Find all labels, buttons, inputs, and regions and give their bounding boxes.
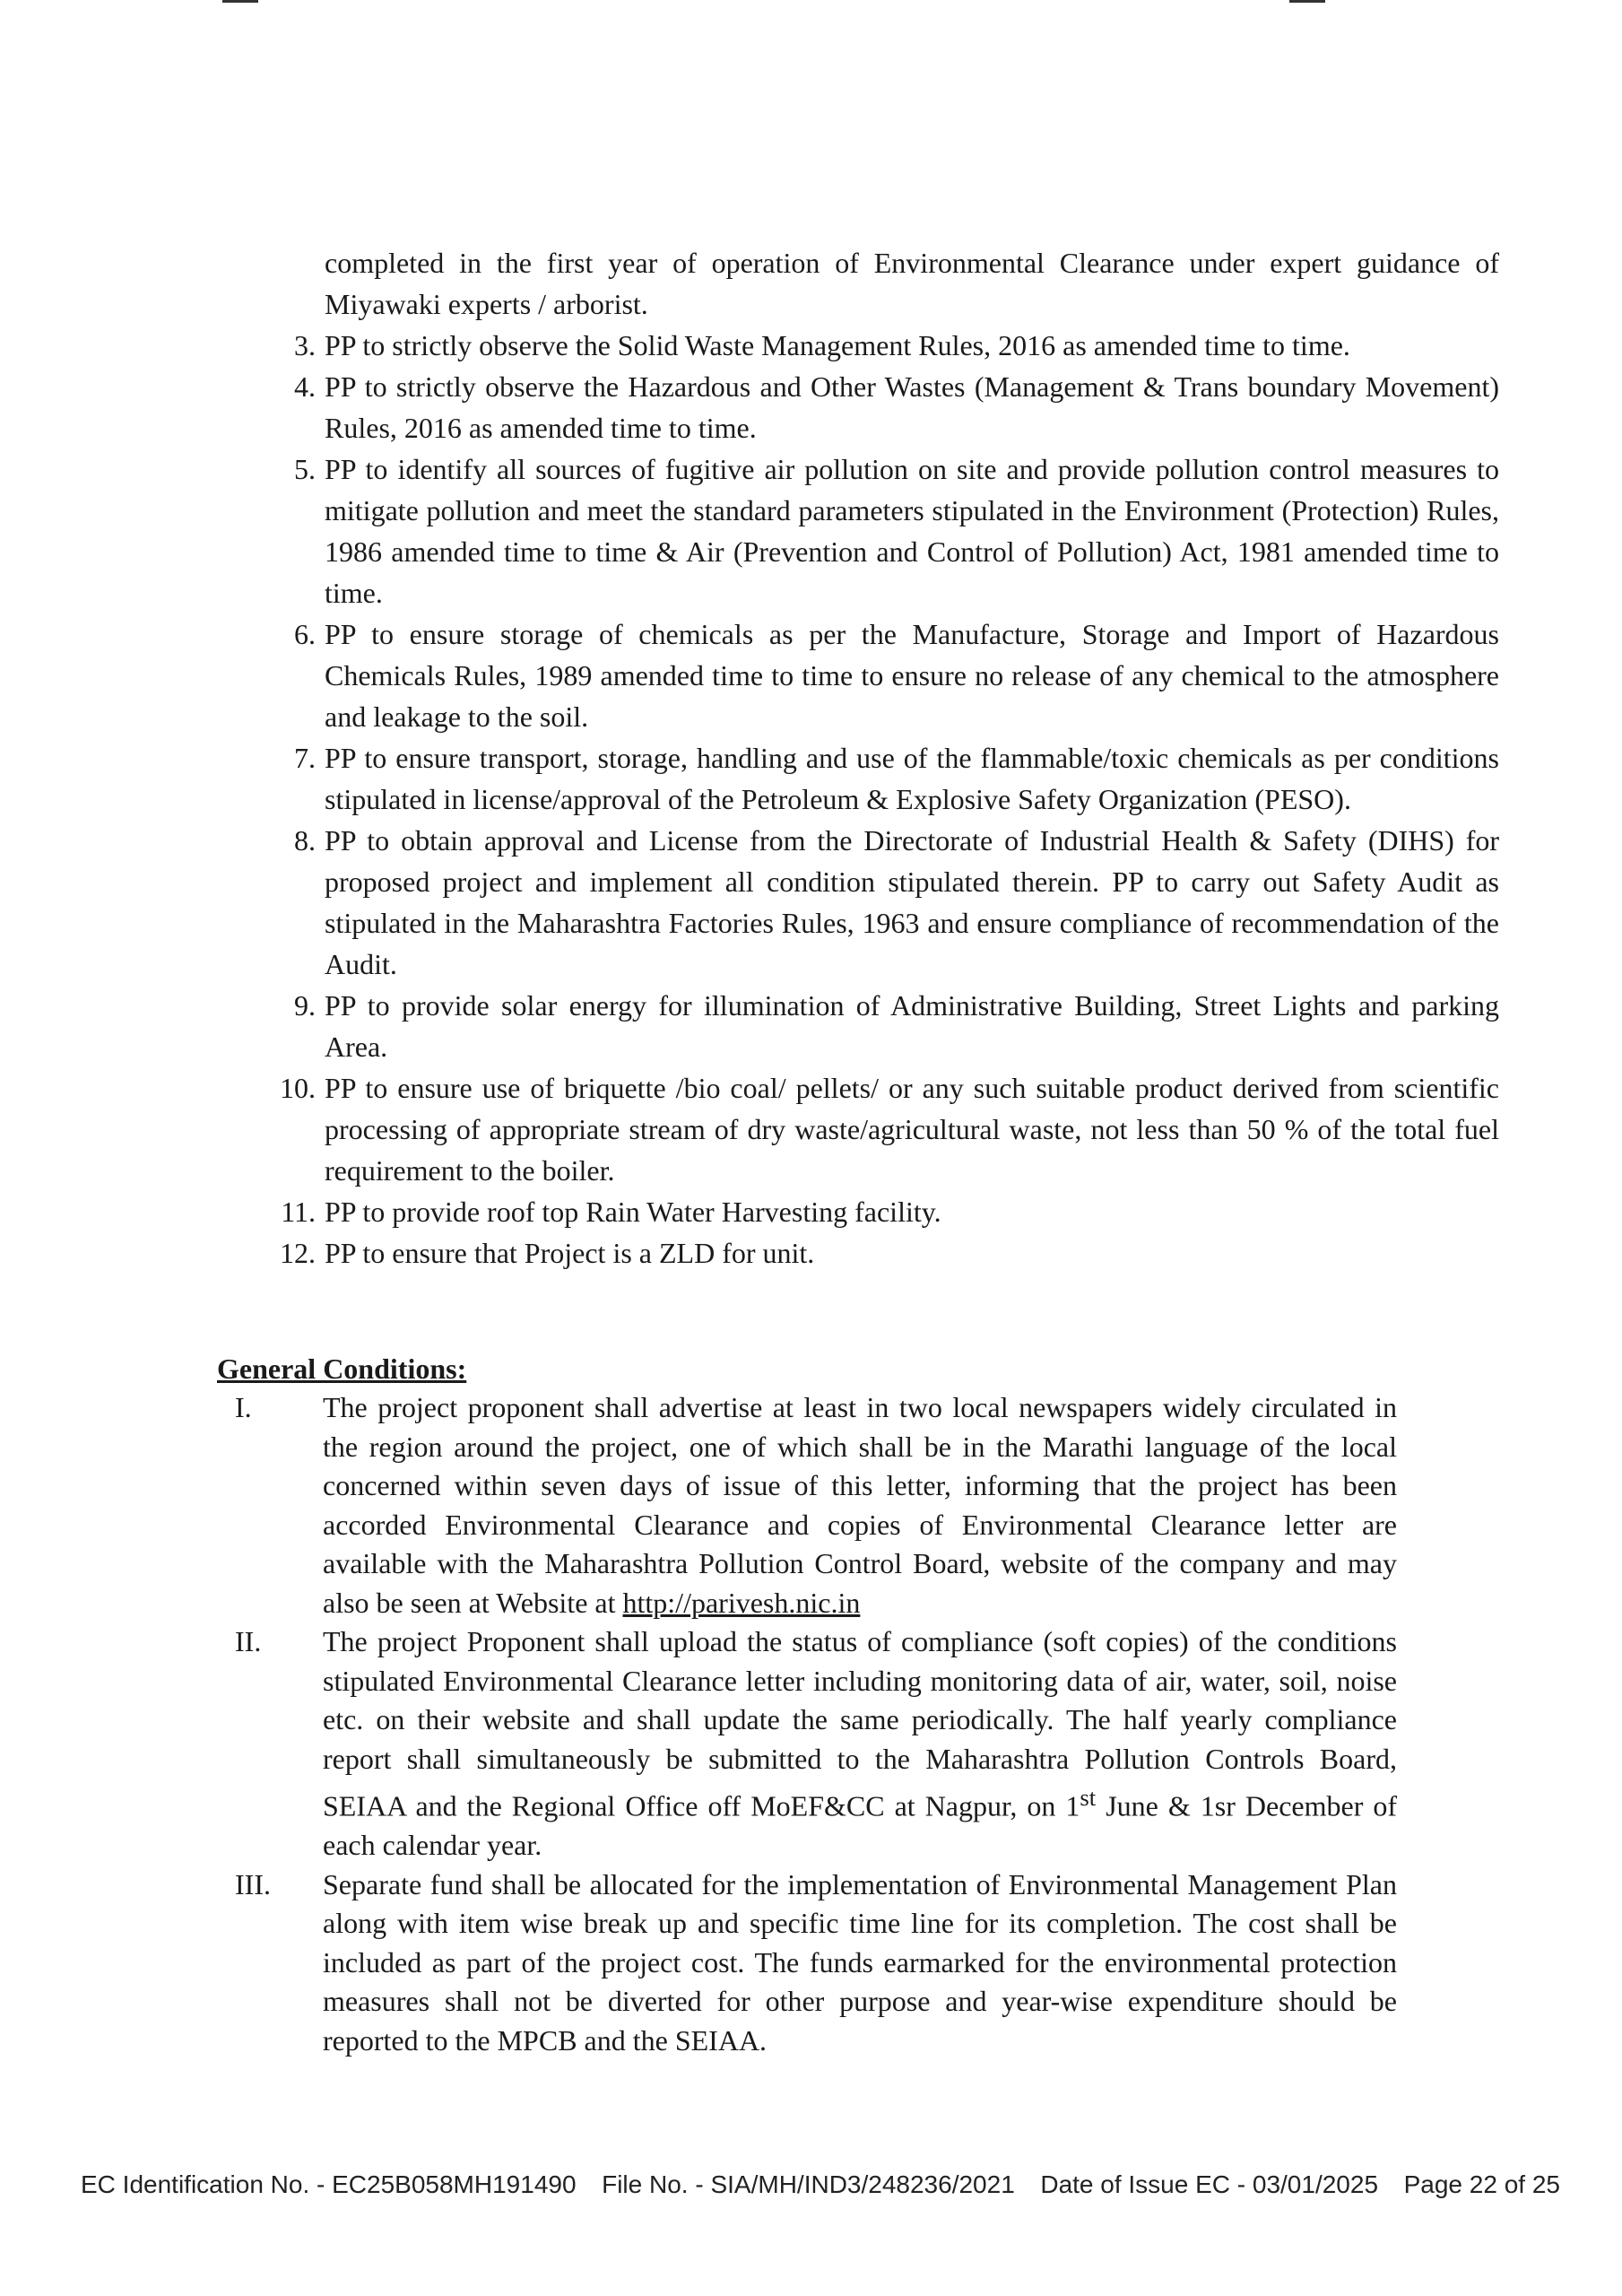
list-item (269, 448, 1499, 613)
list-item (215, 1866, 1397, 2061)
item-text: completed in the first year of operation of Environmental Clearance under expert guidance of Miyawaki experts / arborist. (325, 247, 1499, 320)
list-item (269, 366, 1499, 448)
item-text: PP to obtain approval and License from the Directorate of Industrial Health & Safety (DIHS) for proposed project and implement all condition stipulated therein. PP to carry out Safety Audit as stipulated in the Maharashtra Factories Rules, 1963 and ensure compliance of recommendation of the Audit. (325, 824, 1499, 980)
file-number: File No. - SIA/MH/IND3/248236/2021 (602, 2170, 1015, 2198)
item-number: 3. (294, 329, 316, 361)
specific-conditions-list (269, 242, 1499, 1274)
item-text: Separate fund shall be allocated for the implementation of Environmental Management Plan along with item wise break up and specific time line for its completion. The cost shall be included as part of the project cost. The funds earmarked for the environmental protection measures shall not be diverted for other purpose and year-wise expenditure should be reported to the MPCB and the SEIAA. (323, 1867, 1397, 2057)
list-item (269, 613, 1499, 737)
list-item (269, 737, 1499, 820)
list-item (269, 1067, 1499, 1191)
item-text: PP to provide solar energy for illumination of Administrative Building, Street Lights and parking Area. (325, 989, 1499, 1063)
item-text: PP to ensure use of briquette /bio coal/ pellets/ or any such suitable product derived from scientific processing of appropriate stream of dry waste/agricultural waste, not less than 50 % of the total fuel requirement to the boiler. (325, 1072, 1499, 1187)
list-item (269, 242, 1499, 325)
item-number: 8. (294, 824, 316, 857)
item-text: The project proponent shall advertise at least in two local newspapers widely circulated in the region around the project, one of which shall be in the Marathi language of the local concerned within seven days of issue of this letter, informing that the project has been accorded Environmental Clearance and copies of Environmental Clearance letter are available with the Maharashtra Pollution Control Board, website of the company and may also be seen at Website at (323, 1391, 1397, 1619)
general-conditions-list (215, 1388, 1397, 2060)
item-text: June & 1sr December of each calendar year. (323, 1789, 1398, 1862)
general-conditions-heading: General Conditions: (217, 1352, 467, 1385)
item-text: PP to ensure that Project is a ZLD for unit. (325, 1237, 815, 1269)
list-item (269, 820, 1499, 985)
list-item (269, 1232, 1499, 1274)
page-footer (81, 2169, 1560, 2201)
ec-identification: EC Identification No. - EC25B058MH191490 (81, 2170, 577, 2198)
item-number: 5. (294, 453, 316, 485)
list-item (269, 1191, 1499, 1232)
item-number: 10. (280, 1072, 316, 1104)
date-of-issue: Date of Issue EC - 03/01/2025 (1040, 2170, 1379, 2198)
item-text: PP to ensure transport, storage, handling and use of the flammable/toxic chemicals as per conditions stipulated in license/approval of the Petroleum & Explosive Safety Organization (PESO). (325, 742, 1499, 815)
item-number: II. (235, 1625, 262, 1657)
list-item (269, 325, 1499, 366)
item-text: The project Proponent shall upload the status of compliance (soft copies) of the conditions stipulated Environmental Clearance letter including monitoring data of air, water, soil, noise etc. on their website and shall update the same periodically. The half yearly compliance report shall simultaneously be submitted to the Maharashtra Pollution Controls Board, SEIAA and the Regional Office off MoEF&CC at Nagpur, on 1 (323, 1625, 1397, 1822)
page-number: Page 22 of 25 (1403, 2170, 1560, 2198)
list-item (269, 985, 1499, 1067)
item-number: 4. (294, 370, 316, 403)
parivesh-link[interactable]: http://parivesh.nic.in (622, 1586, 861, 1619)
item-number: 7. (294, 742, 316, 774)
item-text: PP to strictly observe the Solid Waste Management Rules, 2016 as amended time to time. (325, 329, 1350, 361)
scan-mark (222, 0, 258, 3)
ordinal-superscript: st (1080, 1784, 1097, 1811)
list-item (215, 1622, 1397, 1866)
item-number: 6. (294, 618, 316, 650)
list-item (215, 1388, 1397, 1622)
item-text: PP to strictly observe the Hazardous and Other Wastes (Management & Trans boundary Movement) Rules, 2016 as amended time to time. (325, 370, 1499, 444)
item-text: PP to ensure storage of chemicals as per the Manufacture, Storage and Import of Hazardous Chemicals Rules, 1989 amended time to time to ensure no release of any chemical to the atmosphere and leakage to the soil. (325, 618, 1499, 733)
item-text: PP to provide roof top Rain Water Harvesting facility. (325, 1196, 941, 1228)
item-number: I. (235, 1391, 252, 1423)
item-text: PP to identify all sources of fugitive air pollution on site and provide pollution control measures to mitigate pollution and meet the standard parameters stipulated in the Environment (Protection) Rules, 1986 amended time to time & Air (Prevention and Control of Pollution) Act, 1981 amended time to time. (325, 453, 1499, 609)
item-number: 9. (294, 989, 316, 1022)
scan-mark (1289, 0, 1325, 3)
item-number: III. (235, 1867, 271, 1900)
item-number: 11. (281, 1196, 316, 1228)
item-number: 12. (280, 1237, 316, 1269)
